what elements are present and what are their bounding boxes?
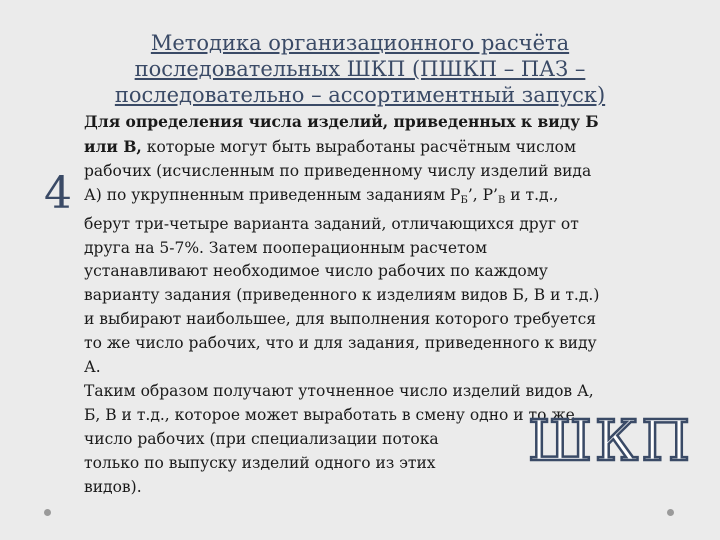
title-line-3: последовательно – ассортиментный запуск): [114, 83, 606, 107]
body-line: варианту задания (приведенного к изделиям видов Б, В и т.д.): [84, 286, 600, 305]
body-line: друга на 5-7%. Затем пооперационным расчетом: [84, 238, 488, 257]
title-line-1: Методика организационного расчёта: [150, 31, 570, 55]
shkp-badge: ШКП: [528, 409, 694, 474]
body-text-span: А) по укрупненным приведенным заданиям Р: [84, 185, 461, 204]
body-line: берут три-четыре варианта заданий, отличающихся друг от: [84, 214, 579, 233]
bullet-dot-icon: [44, 509, 51, 516]
body-line: [84, 110, 684, 135]
body-line: и выбирают наибольшее, для выполнения которого требуется: [84, 310, 597, 329]
body-line: устанавливают необходимое число рабочих по каждому: [84, 262, 548, 281]
body-line: видов).: [84, 477, 142, 496]
body-text-span: ’, Р’: [467, 185, 498, 204]
body-bold-text: Для определения числа изделий, приведенных к виду Б: [84, 112, 599, 131]
body-line: Таким образом получают уточненное число изделий видов А,: [84, 381, 594, 400]
body-line: число рабочих (при специализации потока: [84, 429, 439, 448]
body-bold-text: или В,: [84, 136, 142, 156]
body-text-span: и т.д.,: [505, 185, 559, 204]
body-line: рабочих (исчисленным по приведенному числу изделий вида: [84, 161, 592, 180]
slide-number: 4: [44, 168, 72, 219]
body-text-span: которые могут быть выработаны расчётным числом: [141, 137, 577, 156]
slide-title: [80, 30, 640, 108]
body-line: только по выпуску изделий одного из этих: [84, 453, 436, 472]
body-line: А.: [84, 358, 101, 377]
body-line: [84, 135, 684, 160]
body-line: [84, 184, 684, 213]
body-line: то же число рабочих, что и для задания, приведенного к виду: [84, 334, 597, 353]
title-line-2: последовательных ШКП (ПШКП – ПАЗ –: [134, 57, 586, 81]
subscript: Б: [460, 194, 468, 206]
subscript: В: [497, 194, 506, 206]
bullet-dot-icon: [667, 509, 674, 516]
body-line: Б, В и т.д., которое может выработать в смену одно и то же: [84, 405, 575, 424]
